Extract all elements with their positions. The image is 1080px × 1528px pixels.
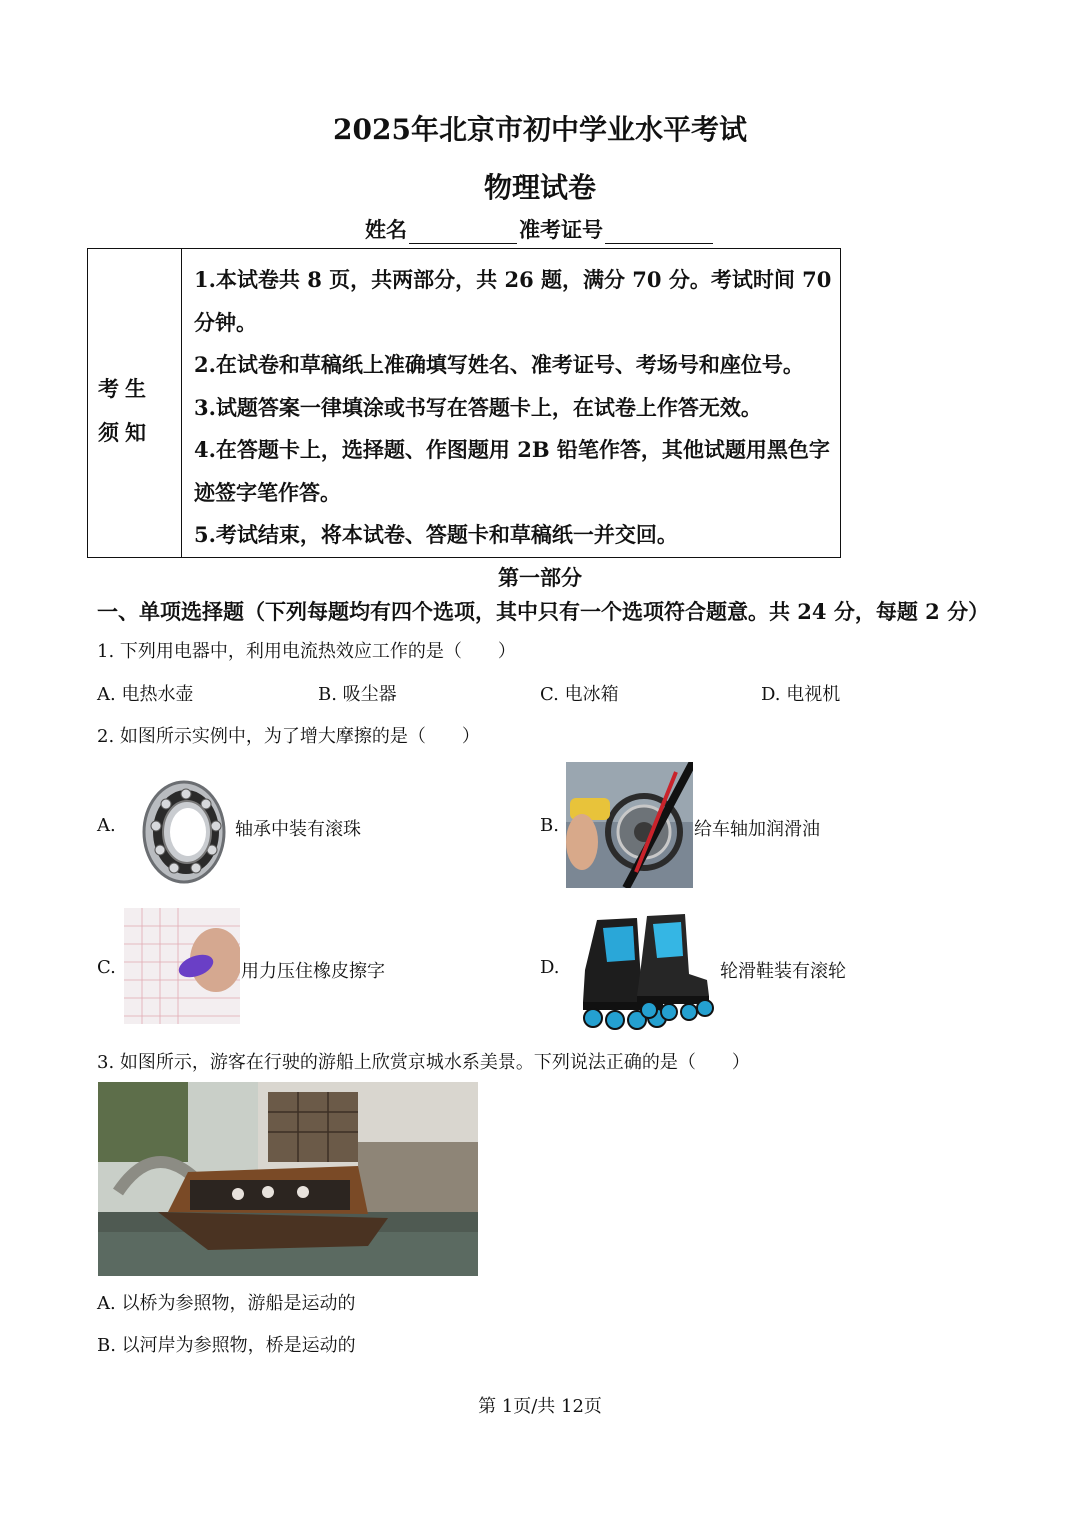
q2-option-c-letter: C.: [97, 957, 116, 978]
q2-option-a-letter: A.: [97, 815, 116, 836]
canal-boat-image: [98, 1082, 478, 1276]
notice-label: 考生须知: [88, 249, 182, 557]
name-label: 姓名: [365, 217, 407, 242]
bearing-image: [134, 766, 230, 890]
name-blank: [409, 221, 517, 244]
notice-item: 5.考试结束，将本试卷、答题卡和草稿纸一并交回。: [194, 522, 678, 547]
q2-option-d-letter: D.: [540, 957, 560, 978]
id-blank: [605, 221, 713, 244]
exam-title: 2025年北京市初中学业水平考试: [333, 113, 747, 146]
q2-stem: 2. 如图所示实例中，为了增大摩擦的是（ ）: [97, 726, 480, 747]
q3-stem: 3. 如图所示，游客在行驶的游船上欣赏京城水系美景。下列说法正确的是（ ）: [97, 1052, 750, 1073]
notice-item: 1.本试卷共 8 页，共两部分，共 26 题，满分 70 分。考试时间 70 分钟。: [194, 267, 832, 335]
notice-item: 3.试题答案一律填涂或书写在答题卡上，在试卷上作答无效。: [194, 394, 762, 420]
eraser-image: [124, 908, 240, 1024]
bicycle-lubrication-image: [566, 762, 693, 888]
q2-option-b-text: 给车轴加润滑油: [694, 819, 820, 840]
notice-items: [194, 259, 834, 557]
q1-option-b: B. 吸尘器: [318, 684, 397, 705]
q2-option-b-letter: B.: [540, 815, 559, 836]
q1-stem: 1. 下列用电器中，利用电流热效应工作的是（ ）: [97, 641, 516, 662]
q1-option-c: C. 电冰箱: [540, 684, 619, 705]
notice-box: [87, 248, 841, 558]
q2-option-d-text: 轮滑鞋装有滚轮: [720, 961, 846, 982]
page-footer: 第 1页/共 12页: [478, 1396, 602, 1417]
exam-subtitle: 物理试卷: [483, 171, 596, 204]
notice-item: 4.在答题卡上，选择题、作图题用 2B 铅笔作答，其他试题用黑色字迹签字笔作答。: [194, 437, 830, 505]
notice-item: 2.在试卷和草稿纸上准确填写姓名、准考证号、考场号和座位号。: [194, 352, 804, 377]
q2-option-a-text: 轴承中装有滚珠: [235, 819, 361, 840]
q3-option-b: B. 以河岸为参照物，桥是运动的: [97, 1335, 356, 1356]
section-heading: 一、单项选择题（下列每题均有四个选项，其中只有一个选项符合题意。共 24 分，每题 2 分）: [97, 599, 990, 624]
q1-option-a: A. 电热水壶: [97, 684, 194, 705]
part-title: 第一部分: [498, 565, 582, 590]
id-label: 准考证号: [519, 217, 603, 242]
q1-option-d: D. 电视机: [761, 684, 841, 705]
q2-option-c-text: 用力压住橡皮擦字: [241, 961, 385, 982]
candidate-info-line: [0, 214, 1080, 244]
roller-skate-image: [567, 910, 717, 1036]
q3-option-a: A. 以桥为参照物，游船是运动的: [97, 1293, 356, 1314]
